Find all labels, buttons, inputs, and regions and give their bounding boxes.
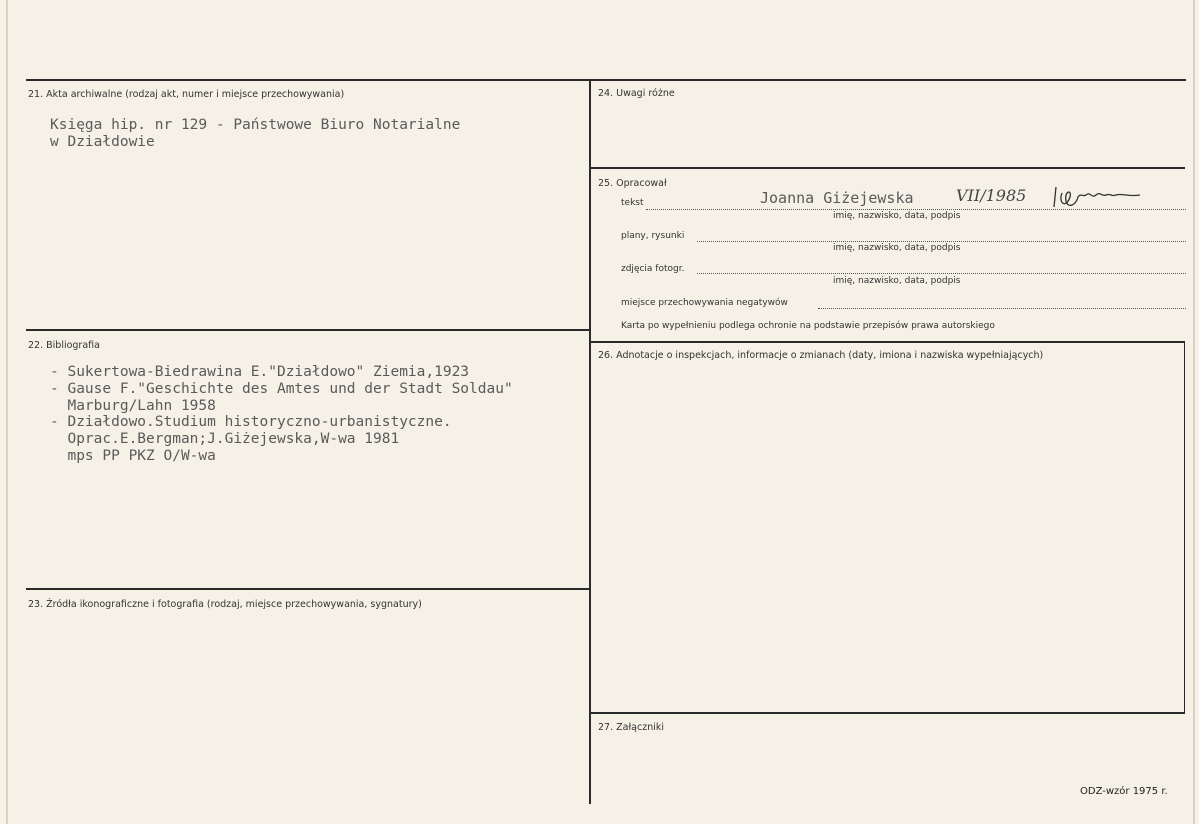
- form-code: ODZ-wzór 1975 r.: [1080, 786, 1168, 797]
- bibliography-line-2: - Gause F."Geschichte des Amtes und der Stadt Soldau": [50, 381, 513, 397]
- plany-label: plany, rysunki: [621, 231, 685, 241]
- top-rule: [26, 79, 1186, 81]
- section-21-line-2: w Działdowie: [50, 134, 155, 150]
- plany-caption: imię, nazwisko, data, podpis: [833, 243, 961, 253]
- negatives-location-label: miejsce przechowywania negatywów: [621, 298, 788, 308]
- bibliography-line-5: Oprac.E.Bergman;J.Giżejewska,W-wa 1981: [50, 431, 400, 447]
- rule-22-23: [26, 588, 589, 590]
- zdjecia-label: zdjęcia fotogr.: [621, 264, 685, 274]
- section-27-label: 27. Załączniki: [598, 722, 664, 733]
- copyright-note: Karta po wypełnieniu podlega ochronie na podstawie przepisów prawa autorskiego: [621, 321, 995, 331]
- rule-24-25: [591, 167, 1185, 169]
- plany-field-line: [697, 241, 1186, 242]
- bibliography-line-1: - Sukertowa-Biedrawina E."Działdowo" Ziemia,1923: [50, 364, 470, 380]
- zdjecia-field-line: [697, 273, 1186, 274]
- bibliography-line-6: mps PP PKZ O/W-wa: [50, 448, 216, 464]
- right-border: [1184, 341, 1185, 713]
- center-divider: [589, 79, 591, 804]
- bibliography-line-3: Marburg/Lahn 1958: [50, 398, 216, 414]
- tekst-date: VII/1985: [956, 186, 1027, 205]
- section-24-label: 24. Uwagi różne: [598, 88, 675, 99]
- tekst-label: tekst: [621, 198, 644, 208]
- rule-21-22: [26, 329, 589, 331]
- section-26-label: 26. Adnotacje o inspekcjach, informacje o zmianach (daty, imiona i nazwiska wypełniających): [598, 350, 1044, 361]
- rule-25-26: [591, 341, 1185, 343]
- section-21-label: 21. Akta archiwalne (rodzaj akt, numer i miejsce przechowywania): [28, 89, 345, 100]
- tekst-caption: imię, nazwisko, data, podpis: [833, 211, 961, 221]
- section-25-label: 25. Opracował: [598, 178, 667, 189]
- rule-26-27: [591, 712, 1185, 714]
- section-22-label: 22. Bibliografia: [28, 340, 100, 351]
- signature-image: [1050, 183, 1150, 213]
- zdjecia-caption: imię, nazwisko, data, podpis: [833, 276, 961, 286]
- card-edge-left: [6, 0, 8, 824]
- negatives-location-line: [818, 308, 1186, 309]
- section-21-line-1: Księga hip. nr 129 - Państwowe Biuro Notarialne: [50, 117, 461, 133]
- card-edge-right: [1193, 0, 1195, 824]
- tekst-author-name: Joanna Giżejewska: [760, 189, 914, 207]
- bibliography-line-4: - Działdowo.Studium historyczno-urbanistyczne.: [50, 414, 452, 430]
- section-23-label: 23. Źródła ikonograficzne i fotografia (rodzaj, miejsce przechowywania, sygnatury): [28, 599, 422, 610]
